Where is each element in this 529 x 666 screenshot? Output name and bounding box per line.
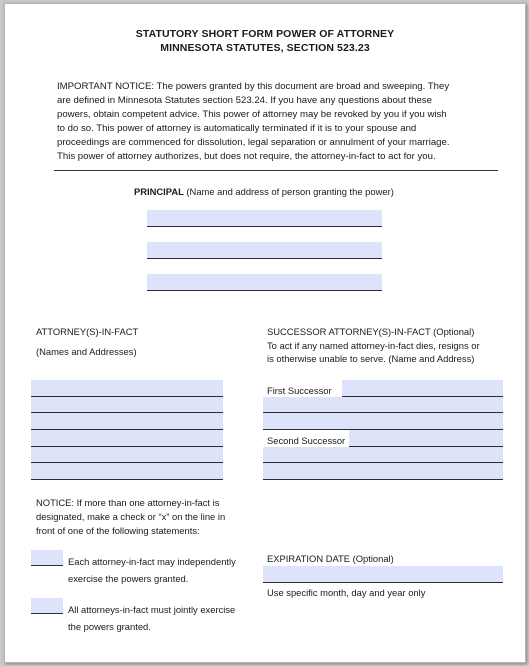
joint-option-line: the powers granted. — [68, 621, 151, 632]
section-divider — [54, 170, 498, 171]
independent-option-line: exercise the powers granted. — [68, 573, 189, 584]
attorneys-subheading: (Names and Addresses) — [36, 346, 137, 357]
important-notice — [57, 80, 497, 164]
second-successor-name-field[interactable] — [349, 430, 503, 447]
attorneys-heading: ATTORNEY(S)-IN-FACT — [36, 326, 139, 337]
attorney-field-2[interactable] — [31, 397, 223, 413]
principal-label — [134, 185, 394, 198]
successor-description-line: To act if any named attorney-in-fact dies, resigns or — [267, 340, 480, 351]
second-successor-line-2[interactable] — [263, 447, 503, 463]
attorney-field-3[interactable] — [31, 413, 223, 430]
second-successor-line-3[interactable] — [263, 463, 503, 480]
first-successor-line-3[interactable] — [263, 413, 503, 430]
principal-address-field[interactable] — [147, 242, 382, 259]
notice-line: powers, obtain competent advice. This power of attorney may be revoked by you if you wish — [57, 109, 447, 120]
expiration-hint: Use specific month, day and year only — [267, 587, 426, 598]
expiration-date-field[interactable] — [263, 566, 503, 583]
principal-name-field[interactable] — [147, 210, 382, 227]
independent-option-line: Each attorney-in-fact may independently — [68, 556, 236, 567]
successor-description-line: is otherwise unable to serve. (Name and Address) — [267, 353, 475, 364]
independent-check-field[interactable] — [31, 550, 63, 566]
joint-option-line: All attorneys-in-fact must jointly exercise — [68, 604, 236, 615]
attorney-field-4[interactable] — [31, 430, 223, 447]
form-page — [4, 3, 526, 663]
first-successor-label: First Successor — [267, 385, 332, 396]
notice-line: to do so. This power of attorney is automatically terminated if it is to your spouse and — [57, 123, 417, 134]
first-successor-name-field[interactable] — [342, 380, 503, 397]
principal-heading: PRINCIPAL — [134, 186, 184, 197]
first-successor-line-2[interactable] — [263, 397, 503, 413]
notice-line: This power of attorney authorizes, but does not require, the attorney-in-fact to act for you. — [57, 151, 436, 162]
notice-line: proceedings are commenced for dissolution, legal separation or annulment of your marriage. — [57, 137, 450, 148]
form-subtitle: MINNESOTA STATUTES, SECTION 523.23 — [160, 42, 370, 54]
expiration-label: EXPIRATION DATE (Optional) — [267, 553, 394, 564]
multi-notice-line: NOTICE: If more than one attorney-in-fact is — [36, 497, 220, 508]
successor-heading: SUCCESSOR ATTORNEY(S)-IN-FACT (Optional) — [267, 326, 475, 337]
principal-city-field[interactable] — [147, 274, 382, 291]
notice-line: are defined in Minnesota Statutes section 523.24. If you have any questions about these — [57, 95, 432, 106]
second-successor-label: Second Successor — [267, 435, 346, 446]
notice-line: IMPORTANT NOTICE: The powers granted by this document are broad and sweeping. They — [57, 81, 450, 92]
principal-description: (Name and address of person granting the power) — [183, 186, 394, 197]
attorney-field-5[interactable] — [31, 447, 223, 463]
joint-check-field[interactable] — [31, 598, 63, 614]
multi-notice-line: front of one of the following statements: — [36, 525, 200, 536]
multi-notice-line: designated, make a check or “x” on the line in — [36, 511, 226, 522]
attorney-field-6[interactable] — [31, 463, 223, 480]
form-title: STATUTORY SHORT FORM POWER OF ATTORNEY — [135, 28, 395, 40]
attorney-field-1[interactable] — [31, 380, 223, 397]
